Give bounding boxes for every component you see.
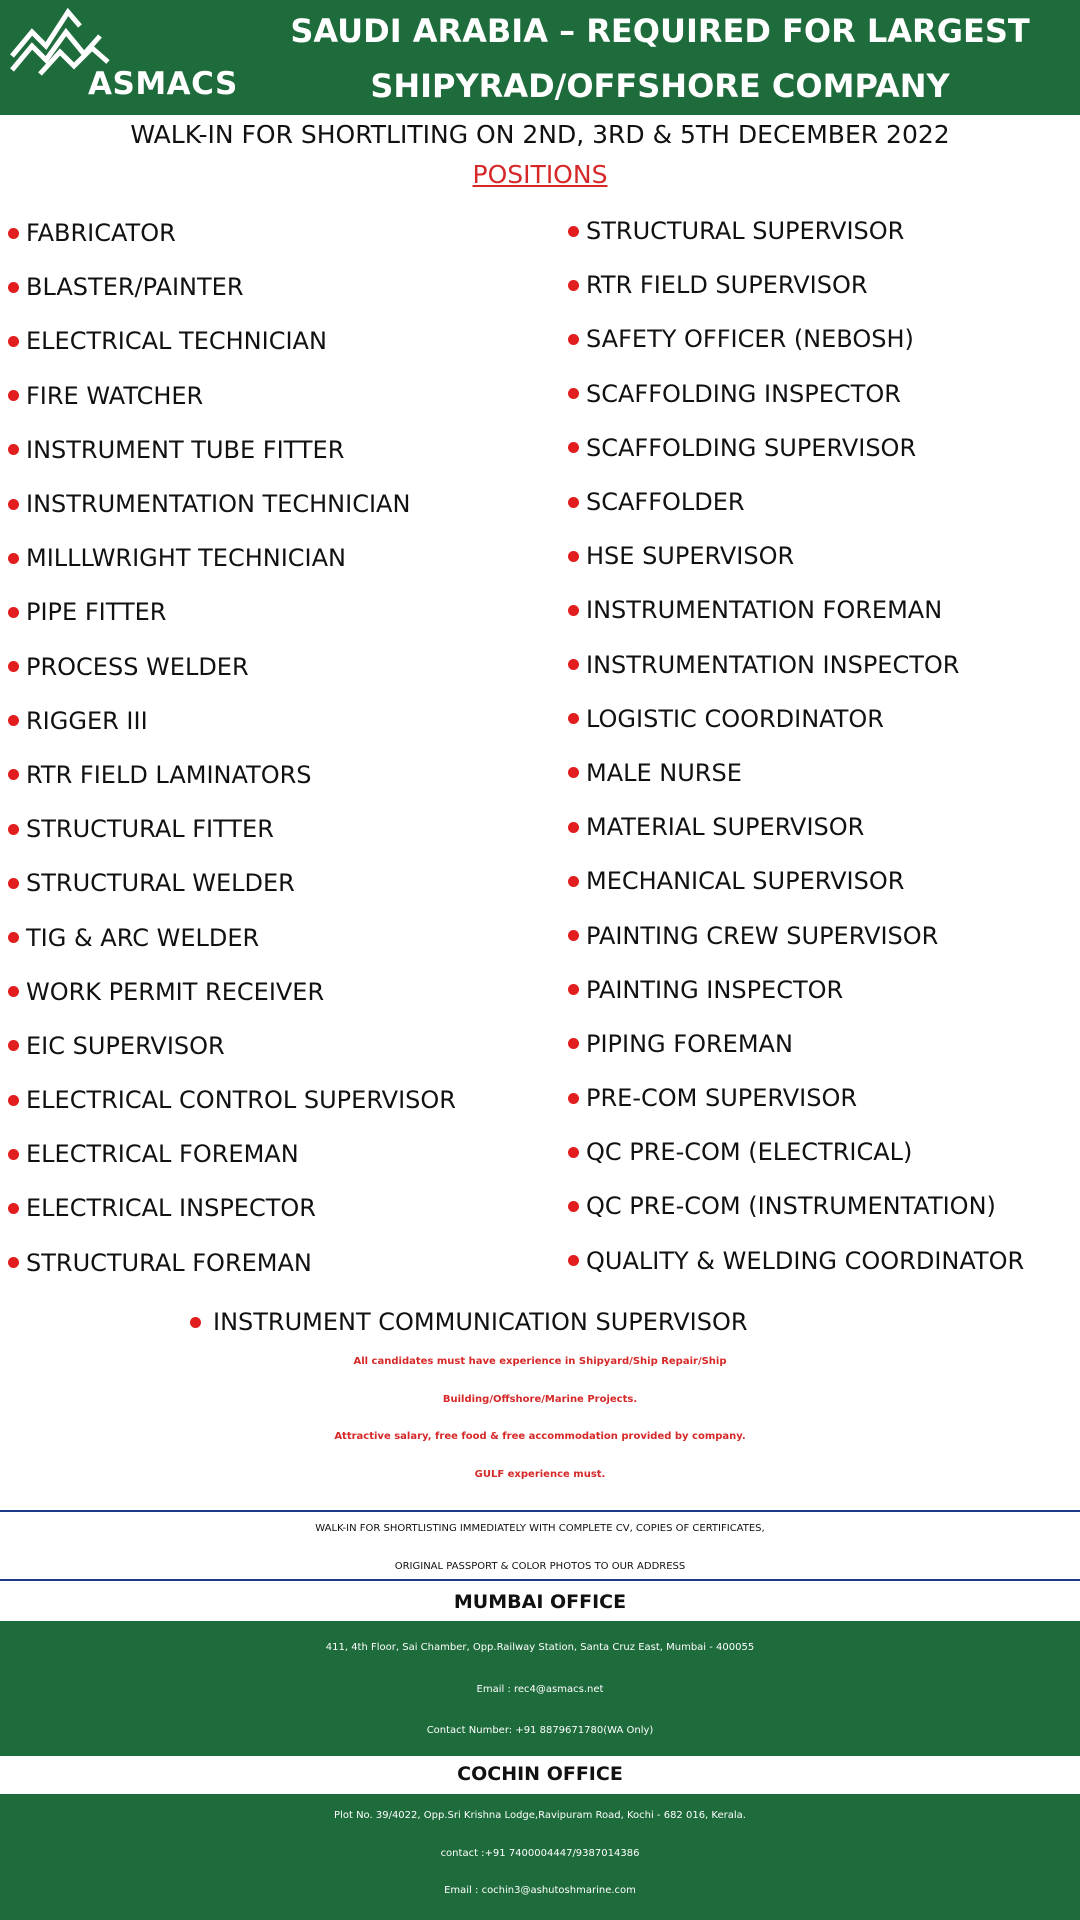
bullet-icon [568,388,579,399]
position-item [8,1019,456,1073]
positions-list-left [8,206,456,1290]
position-label: STRUCTURAL WELDER [26,869,295,898]
bullet-icon [568,280,579,291]
bullet-icon [568,1255,579,1266]
cochin-email: Email : cochin3@ashutoshmarine.com [444,1885,636,1896]
bullet-icon [8,824,19,835]
position-label: ELECTRICAL CONTROL SUPERVISOR [26,1086,456,1115]
bullet-icon [568,334,579,345]
bullet-icon [8,607,19,618]
bullet-icon [568,659,579,670]
cochin-address: Plot No. 39/4022, Opp.Sri Krishna Lodge,Ravipuram Road, Kochi - 682 016, Kerala. [334,1810,746,1821]
bullet-icon [8,769,19,780]
bullet-icon [8,553,19,564]
position-label: MECHANICAL SUPERVISOR [586,867,905,896]
position-item [568,963,1024,1017]
position-item [8,206,456,260]
bullet-icon [568,1201,579,1212]
position-item [568,475,1024,529]
bullet-icon [568,930,579,941]
position-item [568,746,1024,800]
company-logo [10,8,238,108]
position-item [568,529,1024,583]
position-item [568,583,1024,637]
position-label: PRE-COM SUPERVISOR [586,1084,858,1113]
position-label: RIGGER III [26,706,148,735]
position-label: FIRE WATCHER [26,381,204,410]
position-label: STRUCTURAL FITTER [26,815,274,844]
position-label: QC PRE-COM (INSTRUMENTATION) [586,1192,996,1221]
note-line-1: All candidates must have experience in Shipyard/Ship Repair/Ship [353,1356,727,1367]
bullet-icon [568,767,579,778]
position-item [568,1017,1024,1071]
bullet-icon [568,984,579,995]
bullet-icon [568,1147,579,1158]
bullet-icon [568,713,579,724]
position-item [8,531,456,585]
positions-heading: POSITIONS [472,160,608,189]
position-label: BLASTER/PAINTER [26,273,244,302]
position-item [8,477,456,531]
position-label: QC PRE-COM (ELECTRICAL) [586,1138,913,1167]
position-item [568,204,1024,258]
position-item [8,856,456,910]
position-label: EIC SUPERVISOR [26,1031,225,1060]
position-label: INSTRUMENTATION FOREMAN [586,596,943,625]
page-title [260,4,1060,114]
position-label: HSE SUPERVISOR [586,542,795,571]
cochin-office-details [0,1794,1080,1920]
divider-bottom [0,1579,1080,1581]
position-label: INSTRUMENT TUBE FITTER [26,435,345,464]
position-label: RTR FIELD LAMINATORS [26,760,312,789]
walkin-dates: WALK-IN FOR SHORTLITING ON 2ND, 3RD & 5TH DECEMBER 2022 [130,120,950,149]
position-label: RTR FIELD SUPERVISOR [586,271,868,300]
position-label: MILLLWRIGHT TECHNICIAN [26,544,346,573]
bullet-icon [8,444,19,455]
position-item [568,1071,1024,1125]
instruction-line-1: WALK-IN FOR SHORTLISTING IMMEDIATELY WITH COMPLETE CV, COPIES OF CERTIFICATES, [315,1523,765,1534]
mumbai-address: 411, 4th Floor, Sai Chamber, Opp.Railway Station, Santa Cruz East, Mumbai - 400055 [325,1642,755,1653]
bullet-icon [568,497,579,508]
position-label: WORK PERMIT RECEIVER [26,977,325,1006]
position-item [568,692,1024,746]
bullet-icon [8,282,19,293]
position-label: QUALITY & WELDING COORDINATOR [586,1246,1025,1275]
position-item [568,258,1024,312]
position-item [568,854,1024,908]
position-item [8,585,456,639]
position-item [568,908,1024,962]
position-label: INSTRUMENT COMMUNICATION SUPERVISOR [213,1308,748,1336]
bullet-icon [568,1093,579,1104]
header-banner [0,0,1080,115]
position-item [568,1125,1024,1179]
position-label: STRUCTURAL SUPERVISOR [586,217,905,246]
position-label: PAINTING INSPECTOR [586,975,844,1004]
bullet-icon [8,986,19,997]
position-label: SCAFFOLDING SUPERVISOR [586,433,917,462]
position-label: INSTRUMENTATION TECHNICIAN [26,490,411,519]
position-label: SCAFFOLDING INSPECTOR [586,379,901,408]
position-label: MATERIAL SUPERVISOR [586,813,865,842]
position-item [8,314,456,368]
bullet-icon [8,715,19,726]
bullet-icon [568,876,579,887]
bullet-icon [568,551,579,562]
position-label: PIPING FOREMAN [586,1029,793,1058]
position-label: ELECTRICAL INSPECTOR [26,1194,316,1223]
position-item [568,312,1024,366]
position-item [8,694,456,748]
position-item-single [190,1302,748,1342]
position-item [568,421,1024,475]
position-item [8,423,456,477]
bullet-icon [568,1038,579,1049]
title-line-2: SHIPYRAD/OFFSHORE COMPANY [370,67,950,105]
position-item [8,1181,456,1235]
bullet-icon [190,1317,201,1328]
mumbai-email: Email : rec4@asmacs.net [476,1683,604,1695]
position-item [8,802,456,856]
bullet-icon [8,932,19,943]
positions-list-right [568,204,1024,1288]
position-label: STRUCTURAL FOREMAN [26,1248,312,1277]
position-label: PIPE FITTER [26,598,167,627]
position-label: INSTRUMENTATION INSPECTOR [586,650,960,679]
position-item [568,638,1024,692]
position-label: ELECTRICAL FOREMAN [26,1140,299,1169]
position-item [8,1127,456,1181]
cochin-office-label: COCHIN OFFICE [457,1763,623,1785]
bullet-icon [8,390,19,401]
bullet-icon [8,228,19,239]
bullet-icon [8,336,19,347]
position-label: ELECTRICAL TECHNICIAN [26,327,327,356]
position-label: SCAFFOLDER [586,488,745,517]
bullet-icon [8,878,19,889]
position-label: PAINTING CREW SUPERVISOR [586,921,939,950]
bullet-icon [8,1095,19,1106]
logo-text: ASMACS [88,66,238,102]
position-item [8,640,456,694]
position-item [568,1234,1024,1288]
position-item [8,1236,456,1290]
position-item [8,965,456,1019]
position-item [8,910,456,964]
bullet-icon [8,1257,19,1268]
bullet-icon [568,226,579,237]
title-line-1: SAUDI ARABIA – REQUIRED FOR LARGEST [290,12,1030,50]
walkin-instructions [0,1510,1080,1586]
mumbai-office-label: MUMBAI OFFICE [453,1591,627,1613]
note-line-2: Building/Offshore/Marine Projects. [442,1393,638,1405]
cochin-contact: contact :+91 7400004447/9387014386 [440,1847,640,1859]
position-item [8,369,456,423]
position-item [8,748,456,802]
position-item [568,367,1024,421]
bullet-icon [8,661,19,672]
position-label: PROCESS WELDER [26,652,249,681]
position-item [8,1073,456,1127]
mumbai-contact: Contact Number: +91 8879671780(WA Only) [426,1725,654,1736]
bullet-icon [8,499,19,510]
note-line-4: GULF experience must. [474,1468,606,1480]
position-item [568,800,1024,854]
position-label: LOGISTIC COORDINATOR [586,704,884,733]
bullet-icon [568,822,579,833]
position-label: TIG & ARC WELDER [26,923,260,952]
bullet-icon [568,605,579,616]
bullet-icon [8,1203,19,1214]
position-label: MALE NURSE [586,758,742,787]
bullet-icon [8,1040,19,1051]
position-item [8,260,456,314]
bullet-icon [568,442,579,453]
bullet-icon [8,1149,19,1160]
note-line-3: Attractive salary, free food & free accommodation provided by company. [334,1431,746,1442]
mumbai-office-details [0,1621,1080,1756]
requirements-notes [0,1343,1080,1493]
position-label: FABRICATOR [26,219,176,248]
position-item [568,1179,1024,1233]
position-label: SAFETY OFFICER (NEBOSH) [586,325,914,354]
instruction-line-2: ORIGINAL PASSPORT & COLOR PHOTOS TO OUR ADDRESS [394,1561,686,1572]
